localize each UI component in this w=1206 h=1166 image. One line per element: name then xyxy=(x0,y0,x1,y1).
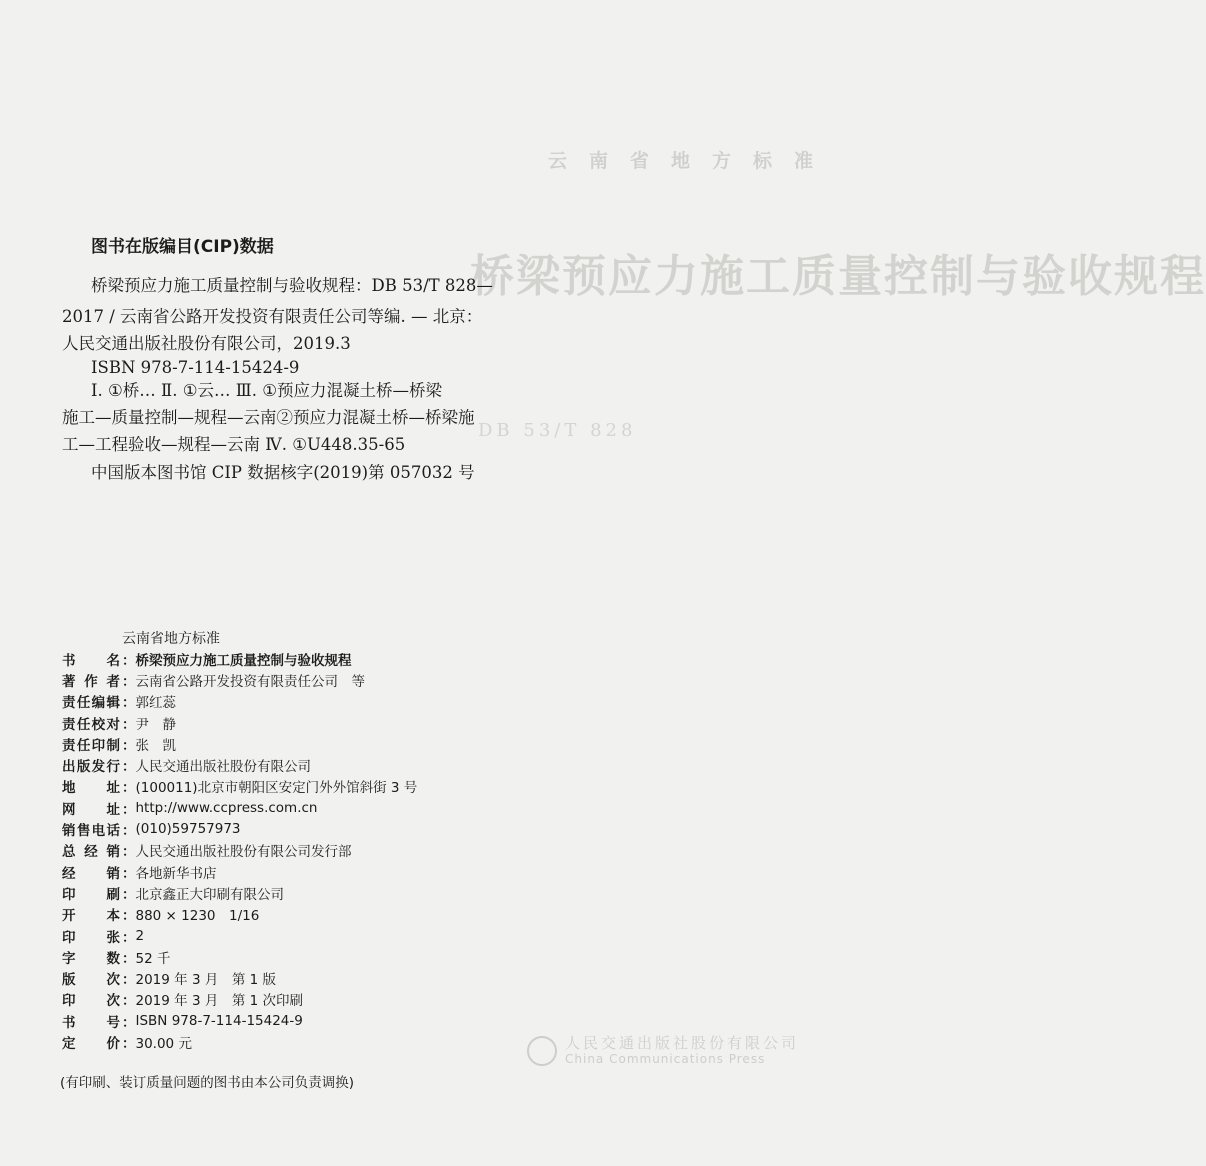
imprint-value: 2019 年 3 月 第 1 版 xyxy=(135,972,276,989)
cip-line-2: 2017 / 云南省公路开发投资有限责任公司等编. — 北京： xyxy=(62,307,483,326)
imprint-row: 销 售 电 话 ： (010)59757973 xyxy=(62,821,241,840)
cip-heading: 图书在版编目(CIP)数据 xyxy=(91,237,274,257)
cip-line-record: 中国版本图书馆 CIP 数据核字(2019)第 057032 号 xyxy=(91,463,475,482)
imprint-row: 字 数 ： 52 千 xyxy=(62,946,417,967)
imprint-label: 书 名 xyxy=(62,652,120,669)
imprint-value: 郭红蕊 xyxy=(135,695,176,712)
imprint-label: 网 址 xyxy=(62,801,120,818)
imprint-row: 印 次 ： 2019 年 3 月 第 1 次印刷 xyxy=(62,989,417,1010)
watermark-logo-en: China Communications Press xyxy=(565,1052,766,1066)
watermark-publisher-logo xyxy=(487,1030,800,1074)
imprint-label: 责 任 编 辑 xyxy=(62,695,120,712)
imprint-row: 经 销 ： 各地新华书店 xyxy=(62,861,417,882)
imprint-value: http://www.ccpress.com.cn xyxy=(135,799,318,816)
imprint-label: 出 版 发 行 xyxy=(62,759,120,776)
imprint-value: 人民交通出版社股份有限公司发行部 xyxy=(135,844,352,861)
imprint-row: 责 任 编 辑 ： 郭红蕊 xyxy=(62,691,417,712)
imprint-row: 著 作 者 ： 云南省公路开发投资有限责任公司 等 xyxy=(62,669,417,690)
imprint-value: 北京鑫正大印刷有限公司 xyxy=(135,886,284,903)
publisher-seal-icon xyxy=(527,1036,557,1066)
imprint-label: 地 址 xyxy=(62,780,120,797)
imprint-row: 定 价 ： 30.00 元 xyxy=(62,1031,417,1052)
cip-line-5: Ⅰ. ①桥… Ⅱ. ①云… Ⅲ. ①预应力混凝土桥—桥梁 xyxy=(91,381,442,400)
imprint-value: ISBN 978-7-114-15424-9 xyxy=(135,1012,303,1029)
imprint-table xyxy=(62,648,417,1053)
watermark-series: 云南省地方标准 xyxy=(548,150,836,172)
imprint-label: 开 本 xyxy=(62,908,120,925)
imprint-label: 书 号 xyxy=(62,1014,120,1031)
imprint-label: 字 数 xyxy=(62,950,120,967)
cip-line-6: 施工—质量控制—规程—云南②预应力混凝土桥—桥梁施 xyxy=(62,408,475,427)
watermark-code: DB 53/T 828 xyxy=(478,420,637,441)
imprint-row: 印 刷 ： 北京鑫正大印刷有限公司 xyxy=(62,882,417,903)
imprint-row: 版 次 ： 2019 年 3 月 第 1 版 xyxy=(62,967,417,988)
imprint-label: 销 售 电 话 xyxy=(62,823,120,840)
imprint-value: 52 千 xyxy=(135,950,171,967)
imprint-row: 书 号 ： ISBN 978-7-114-15424-9 xyxy=(62,1012,303,1031)
imprint-value: 人民交通出版社股份有限公司 xyxy=(135,759,311,776)
imprint-row: 责 任 印 制 ： 张 凯 xyxy=(62,733,417,754)
imprint-label: 总 经 销 xyxy=(62,844,120,861)
imprint-label: 版 次 xyxy=(62,972,120,989)
imprint-label: 责 任 印 制 xyxy=(62,737,120,754)
imprint-label: 经 销 xyxy=(62,865,120,882)
imprint-value: 张 凯 xyxy=(135,737,176,754)
imprint-row: 总 经 销 ： 人民交通出版社股份有限公司发行部 xyxy=(62,840,417,861)
imprint-value: 2019 年 3 月 第 1 次印刷 xyxy=(135,993,303,1010)
watermark-title: 桥梁预应力施工质量控制与验收规程 xyxy=(470,251,1206,302)
imprint-value: 各地新华书店 xyxy=(135,865,217,882)
imprint-row: 网 址 ： http://www.ccpress.com.cn xyxy=(62,799,318,818)
cip-line-3: 人民交通出版社股份有限公司，2019.3 xyxy=(62,334,351,353)
quality-note: (有印刷、装订质量问题的图书由本公司负责调换) xyxy=(60,1075,355,1091)
imprint-label: 著 作 者 xyxy=(62,673,120,690)
imprint-value: 尹 静 xyxy=(135,716,176,733)
imprint-label: 印 次 xyxy=(62,993,120,1010)
imprint-row: 开 本 ： 880 × 1230 1/16 xyxy=(62,904,417,925)
cip-line-7: 工—工程验收—规程—云南 Ⅳ. ①U448.35-65 xyxy=(62,435,406,454)
cip-line-isbn: ISBN 978-7-114-15424-9 xyxy=(91,358,300,377)
imprint-value: 880 × 1230 1/16 xyxy=(135,908,260,925)
imprint-value: 2 xyxy=(135,927,145,944)
imprint-row: 地 址 ： (100011)北京市朝阳区安定门外外馆斜街 3 号 xyxy=(62,776,417,797)
watermark-logo-cn: 人民交通出版社股份有限公司 xyxy=(565,1034,800,1052)
imprint-row: 印 张 ： 2 xyxy=(62,927,145,946)
imprint-label: 定 价 xyxy=(62,1035,120,1052)
imprint-row: 出 版 发 行 ： 人民交通出版社股份有限公司 xyxy=(62,754,417,775)
imprint-row: 责 任 校 对 ： 尹 静 xyxy=(62,712,417,733)
cip-line-1: 桥梁预应力施工质量控制与验收规程：DB 53/T 828— xyxy=(91,276,493,295)
imprint-value: 桥梁预应力施工质量控制与验收规程 xyxy=(135,652,352,669)
imprint-series: 云南省地方标准 xyxy=(122,631,220,647)
imprint-value: 30.00 元 xyxy=(135,1035,192,1052)
imprint-label: 责 任 校 对 xyxy=(62,716,120,733)
imprint-row: 书 名 ： 桥梁预应力施工质量控制与验收规程 xyxy=(62,648,417,669)
imprint-label: 印 刷 xyxy=(62,886,120,903)
imprint-value: 云南省公路开发投资有限责任公司 等 xyxy=(135,673,365,690)
imprint-label: 印 张 xyxy=(62,929,120,946)
imprint-value: (100011)北京市朝阳区安定门外外馆斜街 3 号 xyxy=(135,780,418,797)
imprint-value: (010)59757973 xyxy=(135,821,241,838)
